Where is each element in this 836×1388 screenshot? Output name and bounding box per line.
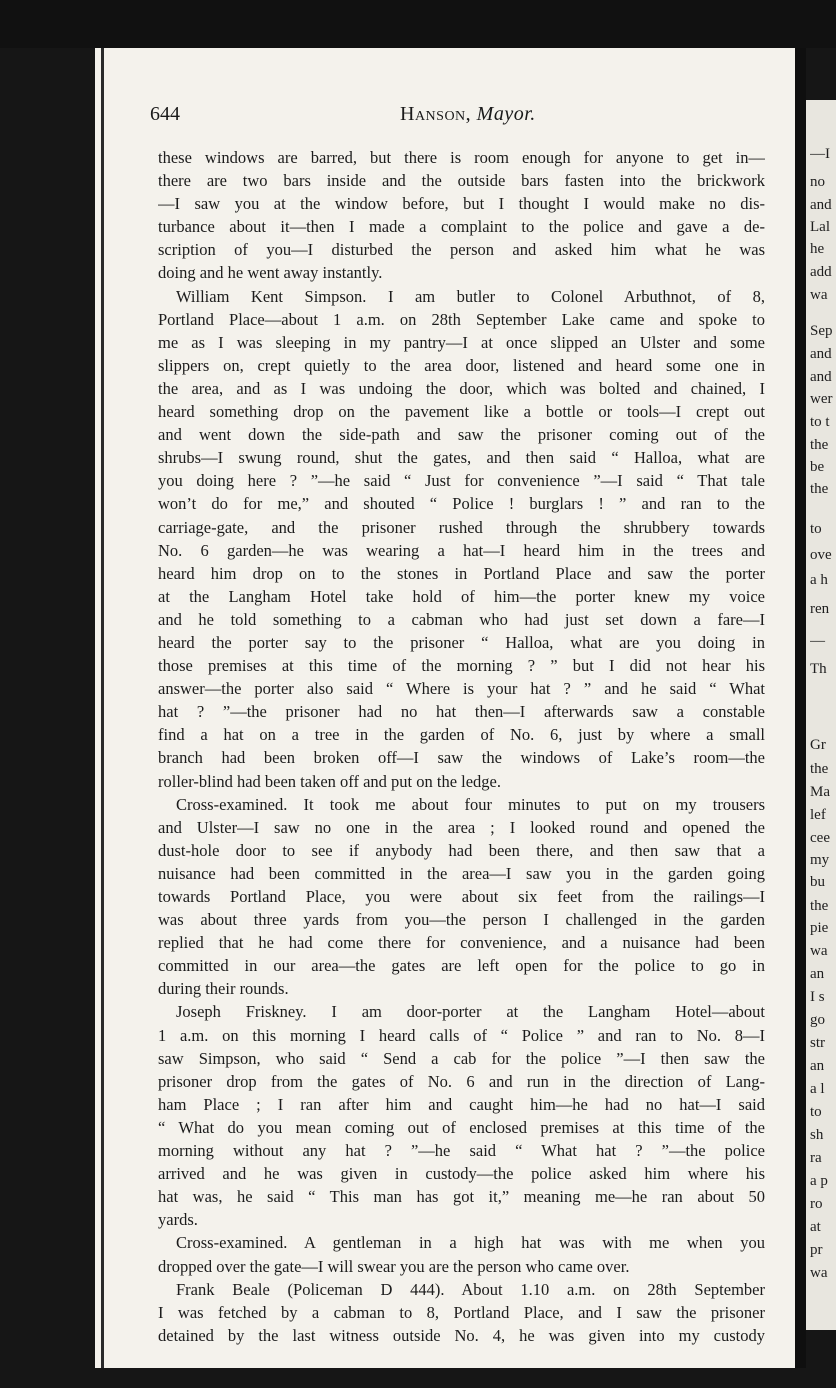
facing-page-fragment: —I [810,146,830,162]
page-number: 644 [150,103,180,125]
facing-page-fragment: ro [810,1196,823,1212]
facing-page-fragment: an [810,1058,825,1074]
facing-page-fragment: Gr [810,737,826,753]
running-head-title: Mayor. [476,103,536,125]
text-line: Frank Beale (Policeman D 444). About 1.10 a.m. on 28th September [176,1279,765,1299]
text-line: nuisance had been committed in the area—I saw you in the garden going [158,863,765,883]
facing-page-fragment: wa [810,1265,828,1281]
text-line: doing and he went away instantly. [158,263,383,283]
text-line: towards Portland Place, you were about six feet from the railings—I [158,887,765,906]
text-line: —I saw you at the window before, but I thought I would make no dis- [158,194,765,214]
facing-page-edge [806,100,836,1330]
text-line: branch had been broken off—I saw the windows of Lake’s room—the [158,748,765,768]
text-line: heard him drop on to the stones in Portland Place and saw the porter [158,563,765,583]
facing-page-fragment: and [810,346,832,362]
facing-page-fragment: Sep [810,323,833,339]
facing-page-fragment: ra [810,1150,822,1166]
text-line: heard the porter say to the prisoner “ Halloa, what are you doing in [158,632,765,652]
facing-page-fragment: Lal [810,219,830,235]
text-line: prisoner drop from the gates of No. 6 and run in the direction of Lang- [158,1071,765,1091]
text-line: you doing here ? ”—he said “ Just for convenience ”—I said “ That tale [158,471,765,491]
text-line: ham Place ; I ran after him and caught him—he had no hat—I said [158,1094,765,1114]
facing-page-fragment: no [810,174,825,190]
facing-page-fragment: a p [810,1173,828,1189]
running-head [400,103,536,126]
facing-page-fragment: a h [810,572,828,588]
text-line: turbance about it—then I made a complaint to the police and gave a de- [158,217,765,237]
facing-page-fragment: cee [810,830,830,846]
text-line: 1 a.m. on this morning I heard calls of “ Police ” and ran to No. 8—I [158,1025,765,1045]
text-line: at the Langham Hotel take hold of him—the porter knew my voice [158,586,765,606]
facing-page-fragment: and [810,197,832,213]
facing-page-fragment: sh [810,1127,824,1143]
text-line: hat ? ”—the prisoner had no hat then—I afterwards saw a constable [158,702,765,722]
text-line: “ What do you mean coming out of enclosed premises at this time of the [158,1117,765,1137]
facing-page-fragment: the [810,437,829,453]
text-line: roller-blind had been taken off and put on the ledge. [158,771,502,791]
top-dark-margin [0,0,836,48]
testimony-text [158,146,765,1347]
facing-page-fragment: Th [810,661,827,677]
facing-page-fragment: wer [810,391,833,407]
text-line: scription of you—I disturbed the person and asked him what he was [158,240,765,260]
facing-page-fragment: the [810,898,829,914]
text-line: Cross-examined. A gentleman in a high hat was with me when you [176,1233,765,1253]
facing-page-fragment: Ma [810,784,830,800]
facing-page-fragment: ove [810,547,832,563]
text-line: those premises at this time of the morning ? ” but I did not hear his [158,656,765,676]
running-head-name: Hanson, [400,103,472,125]
text-line: replied that he had come there for convenience, and a nuisance had been [158,933,765,953]
facing-page-fragment: to t [810,414,830,430]
text-line: dropped over the gate—I will swear you are the person who came over. [158,1256,630,1276]
text-line: won’t do for me,” and shouted “ Police ! burglars ! ” and ran to the [158,494,765,514]
text-line: dust-hole door to see if anybody had been there, and then saw that a [158,840,765,860]
text-line: detained by the last witness outside No. 4, he was given into my custody [158,1325,765,1345]
facing-page-fragment: go [810,1012,825,1028]
facing-page-fragment: bu [810,874,825,890]
page-edge-shadow [101,48,104,1368]
facing-page-fragment: the [810,761,829,777]
text-line: the area, and as I was undoing the door, which was bolted and chained, I [158,378,765,398]
text-line: No. 6 garden—he was wearing a hat—I heard him in the trees and [158,540,765,560]
text-line: shrubs—I swung round, shut the gates, and then said “ Halloa, what are [158,448,765,468]
text-line: committed in our area—the gates are left open for the police to go in [158,956,765,976]
facing-page-fragment: to [810,521,822,537]
facing-page-fragment: — [810,633,825,649]
text-line: saw Simpson, who said “ Send a cab for the police ”—I then saw the [158,1048,765,1068]
facing-page-fragment: my [810,852,830,868]
facing-page-fragment: be [810,459,825,475]
facing-page-fragment: wa [810,287,828,303]
text-line: and Ulster—I saw no one in the area ; I looked round and opened the [158,817,765,837]
book-gutter [795,48,806,1368]
text-line: was about three yards from you—the person I challenged in the garden [158,910,765,930]
facing-page-fragment: to [810,1104,822,1120]
facing-page-fragment: add [810,264,832,280]
facing-page-fragment: pie [810,920,829,936]
facing-page-fragment: ren [810,601,830,617]
text-line: hat was, he said “ This man has got it,” meaning me—he ran about 50 [158,1187,765,1207]
text-line: during their rounds. [158,979,289,999]
text-line: I was fetched by a cabman to 8, Portland Place, and I saw the prisoner [158,1302,765,1322]
text-line: Cross-examined. It took me about four minutes to put on my trousers [176,794,765,814]
text-line: find a hat on a tree in the garden of No. 6, just by where a small [158,725,765,745]
text-line: morning without any hat ? ”—he said “ What hat ? ”—the police [158,1141,765,1161]
facing-page-fragment: and [810,369,832,385]
text-line: carriage-gate, and the prisoner rushed through the shrubbery towards [158,517,765,537]
text-line: answer—the porter also said “ Where is your hat ? ” and he said “ What [158,679,765,699]
text-line: me as I was sleeping in my pantry—I at once slipped an Ulster and some [158,332,765,352]
facing-page-fragment: he [810,241,825,257]
facing-page-fragment: str [810,1035,825,1051]
facing-page-fragment: the [810,481,829,497]
text-line: arrived and he was given in custody—the police asked him where his [158,1164,765,1184]
text-line: these windows are barred, but there is room enough for anyone to get in— [158,148,765,167]
facing-page-fragment: a l [810,1081,825,1097]
text-line: heard something drop on the pavement like a bottle or tools—I crept out [158,402,765,422]
text-line: William Kent Simpson. I am butler to Colonel Arbuthnot, of 8, [176,286,765,306]
text-line: and he told something to a cabman who had just set down a fare—I [158,609,765,629]
facing-page-fragment: pr [810,1242,823,1258]
facing-page-fragment: at [810,1219,821,1235]
text-line: Portland Place—about 1 a.m. on 28th September Lake came and spoke to [158,309,765,329]
text-line: and went down the side-path and saw the prisoner coming out of the [158,425,765,445]
text-line: Joseph Friskney. I am door-porter at the Langham Hotel—about [176,1002,765,1022]
facing-page-fragment: I s [810,989,825,1005]
page-header [150,103,762,133]
text-line: there are two bars inside and the outside bars fasten into the brickwork [158,171,765,191]
facing-page-fragment: wa [810,943,828,959]
text-line: slippers on, crept quietly to the area door, listened and heard some one in [158,355,765,375]
text-line: yards. [158,1210,198,1230]
facing-page-fragment: lef [810,807,826,823]
facing-page-fragment: an [810,966,825,982]
